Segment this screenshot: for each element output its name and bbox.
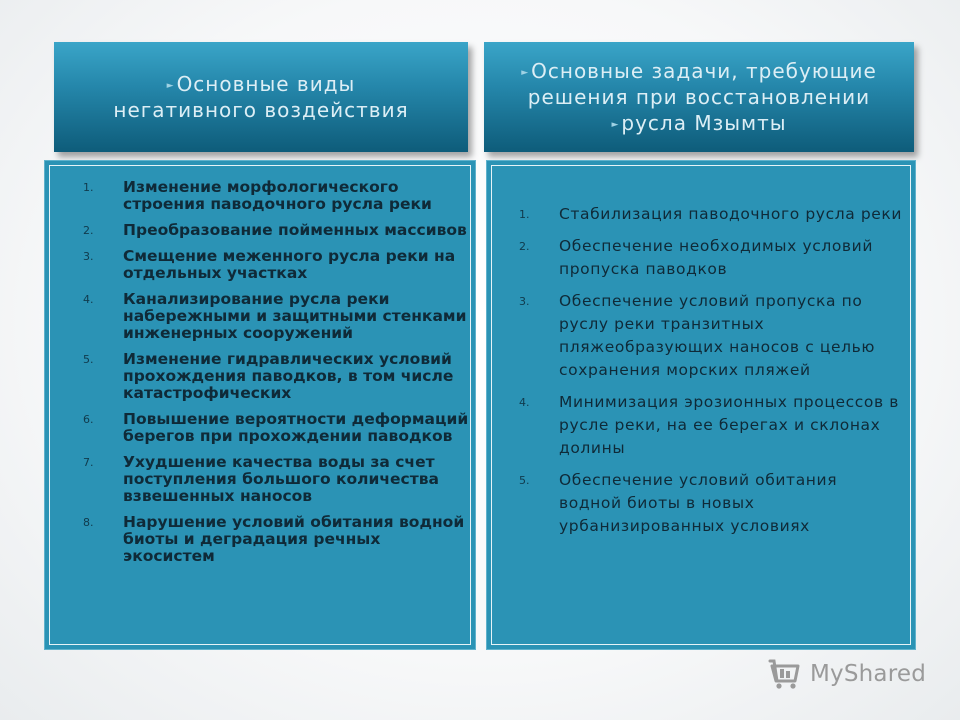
restoration-tasks-list (519, 203, 905, 547)
list-item-number: 3. (83, 250, 94, 263)
list-item-text: Преобразование пойменных массивов (123, 221, 467, 239)
left-header (54, 42, 468, 152)
right-header-line-2: решения при восстановлении (527, 85, 871, 109)
negative-impacts-list (83, 179, 469, 574)
list-item (519, 203, 905, 226)
myshared-logo-icon (768, 657, 804, 691)
list-item-number: 4. (83, 293, 94, 306)
list-item (83, 179, 469, 213)
bullet-triangle-icon: ► (521, 68, 530, 78)
list-item-number: 2. (519, 240, 530, 253)
left-content-panel (44, 160, 476, 650)
list-item-number: 8. (83, 516, 94, 529)
list-item (519, 290, 905, 382)
left-header-line-2: негативного воздействия (113, 98, 409, 122)
list-item-text: Стабилизация паводочного русла реки (559, 205, 903, 223)
list-item-number: 1. (519, 208, 530, 221)
list-item (83, 454, 469, 505)
bullet-triangle-icon: ► (611, 120, 620, 130)
list-item-number: 5. (83, 353, 94, 366)
right-header-line-1: Основные задачи, требующие (531, 59, 877, 83)
list-item-text: Минимизация эрозионных процессов в русле реки, на ее берегах и склонах долины (559, 393, 899, 457)
list-item-text: Обеспечение условий пропуска по руслу реки транзитных пляжеобразующих наносов с целью сохранения морских пляжей (559, 292, 876, 379)
logo-text: MyShared (810, 661, 927, 687)
list-item (83, 411, 469, 445)
list-item (83, 248, 469, 282)
list-item-text: Изменение морфологического строения паводочного русла реки (123, 178, 432, 213)
list-item (519, 235, 905, 281)
list-item-number: 1. (83, 181, 94, 194)
left-header-line-1: Основные виды (176, 72, 356, 96)
list-item (83, 291, 469, 342)
bullet-triangle-icon: ► (166, 81, 175, 91)
myshared-logo[interactable] (768, 656, 926, 692)
list-item-number: 2. (83, 224, 94, 237)
list-item (519, 391, 905, 460)
right-content-panel (486, 160, 916, 650)
list-item-number: 5. (519, 474, 530, 487)
list-item-number: 4. (519, 396, 530, 409)
list-item (519, 469, 905, 538)
list-item (83, 351, 469, 402)
list-item-number: 6. (83, 413, 94, 426)
list-item-text: Ухудшение качества воды за счет поступления большого количества взвешенных наносов (123, 453, 439, 505)
list-item-text: Повышение вероятности деформаций берегов при прохождении паводков (123, 410, 469, 445)
list-item-text: Изменение гидравлических условий прохождения паводков, в том числе катастрофических (123, 350, 454, 402)
list-item-text: Обеспечение условий обитания водной биоты в новых урбанизированных условиях (559, 471, 838, 535)
list-item-text: Канализирование русла реки набережными и защитными стенками инженерных сооружений (123, 290, 467, 342)
list-item-number: 7. (83, 456, 94, 469)
list-item-text: Смещение меженного русла реки на отдельных участках (123, 247, 456, 282)
list-item (83, 222, 469, 239)
list-item (83, 514, 469, 565)
right-header (484, 42, 914, 152)
list-item-number: 3. (519, 295, 530, 308)
list-item-text: Обеспечение необходимых условий пропуска паводков (559, 237, 874, 278)
list-item-text: Нарушение условий обитания водной биоты и деградация речных экосистем (123, 513, 465, 565)
right-header-line-3: русла Мзымты (621, 111, 787, 135)
